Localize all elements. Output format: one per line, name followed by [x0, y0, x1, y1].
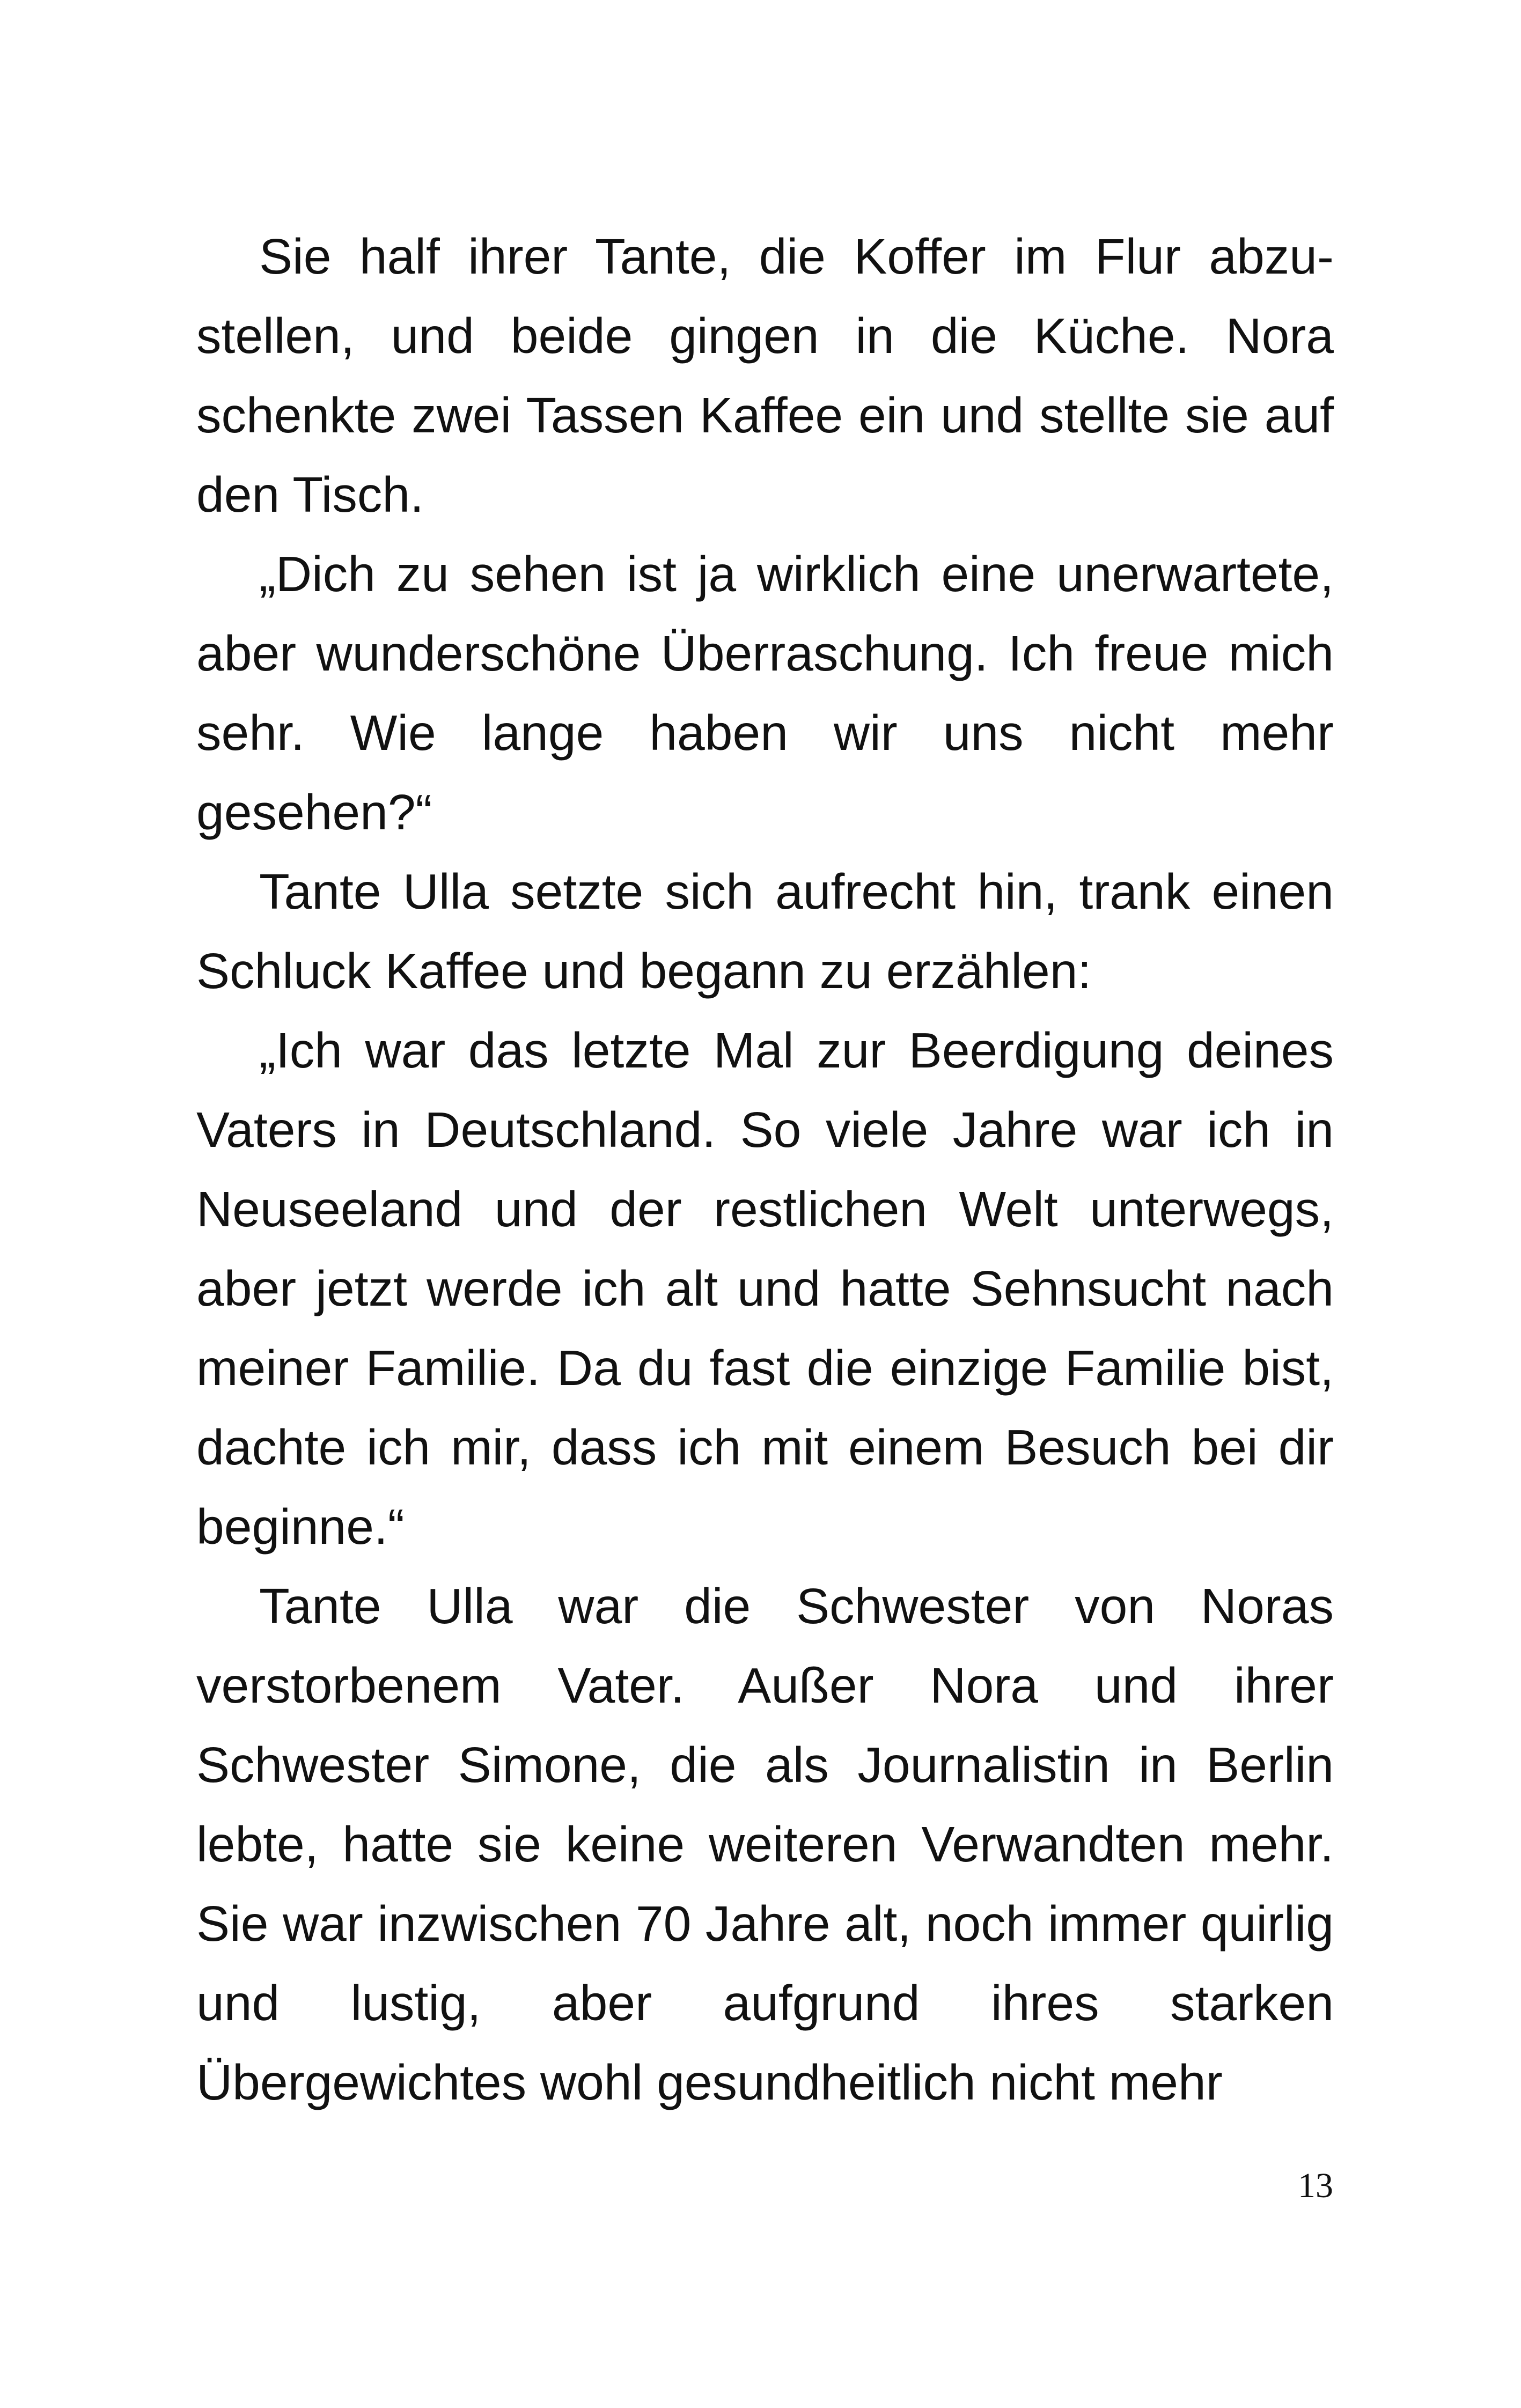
paragraph: Sie half ihrer Tante, die Koffer im Flur abzustellen, und beide gingen in die Küche. Nora schenkte zwei Tassen Kaffee ein und stellte sie auf den Tisch. [196, 229, 1334, 522]
paragraph: Tante Ulla war die Schwester von Noras verstorbenem Vater. Außer Nora und ihrer Schwester Simone, die als Journalistin in Berlin lebte, hatte sie keine weiteren Verwandten mehr. Sie war inzwischen 70 Jahre alt, noch immer quirlig und lustig, aber aufgrund ihres starken Übergewichtes wohl gesundheitlich nicht mehr [196, 1578, 1334, 2110]
paragraph: „Dich zu sehen ist ja wirklich eine unerwartete, aber wunderschöne Überraschung. Ich freue mich sehr. Wie lange haben wir uns nicht mehr gesehen?“ [196, 546, 1334, 840]
paragraph: „Ich war das letzte Mal zur Beerdigung deines Vaters in Deutschland. So viele Jahre war ich in Neuseeland und der restlichen Welt unterwegs, aber jetzt werde ich alt und hatte Sehnsucht nach meiner Familie. Da du fast die einzige Familie bist, dachte ich mir, dass ich mit einem Besuch bei dir beginne.“ [196, 1022, 1334, 1555]
page-number: 13 [1298, 2166, 1333, 2205]
body-text [196, 217, 1334, 2122]
paragraph: Tante Ulla setzte sich aufrecht hin, trank einen Schluck Kaffee und begann zu erzählen: [196, 864, 1334, 999]
